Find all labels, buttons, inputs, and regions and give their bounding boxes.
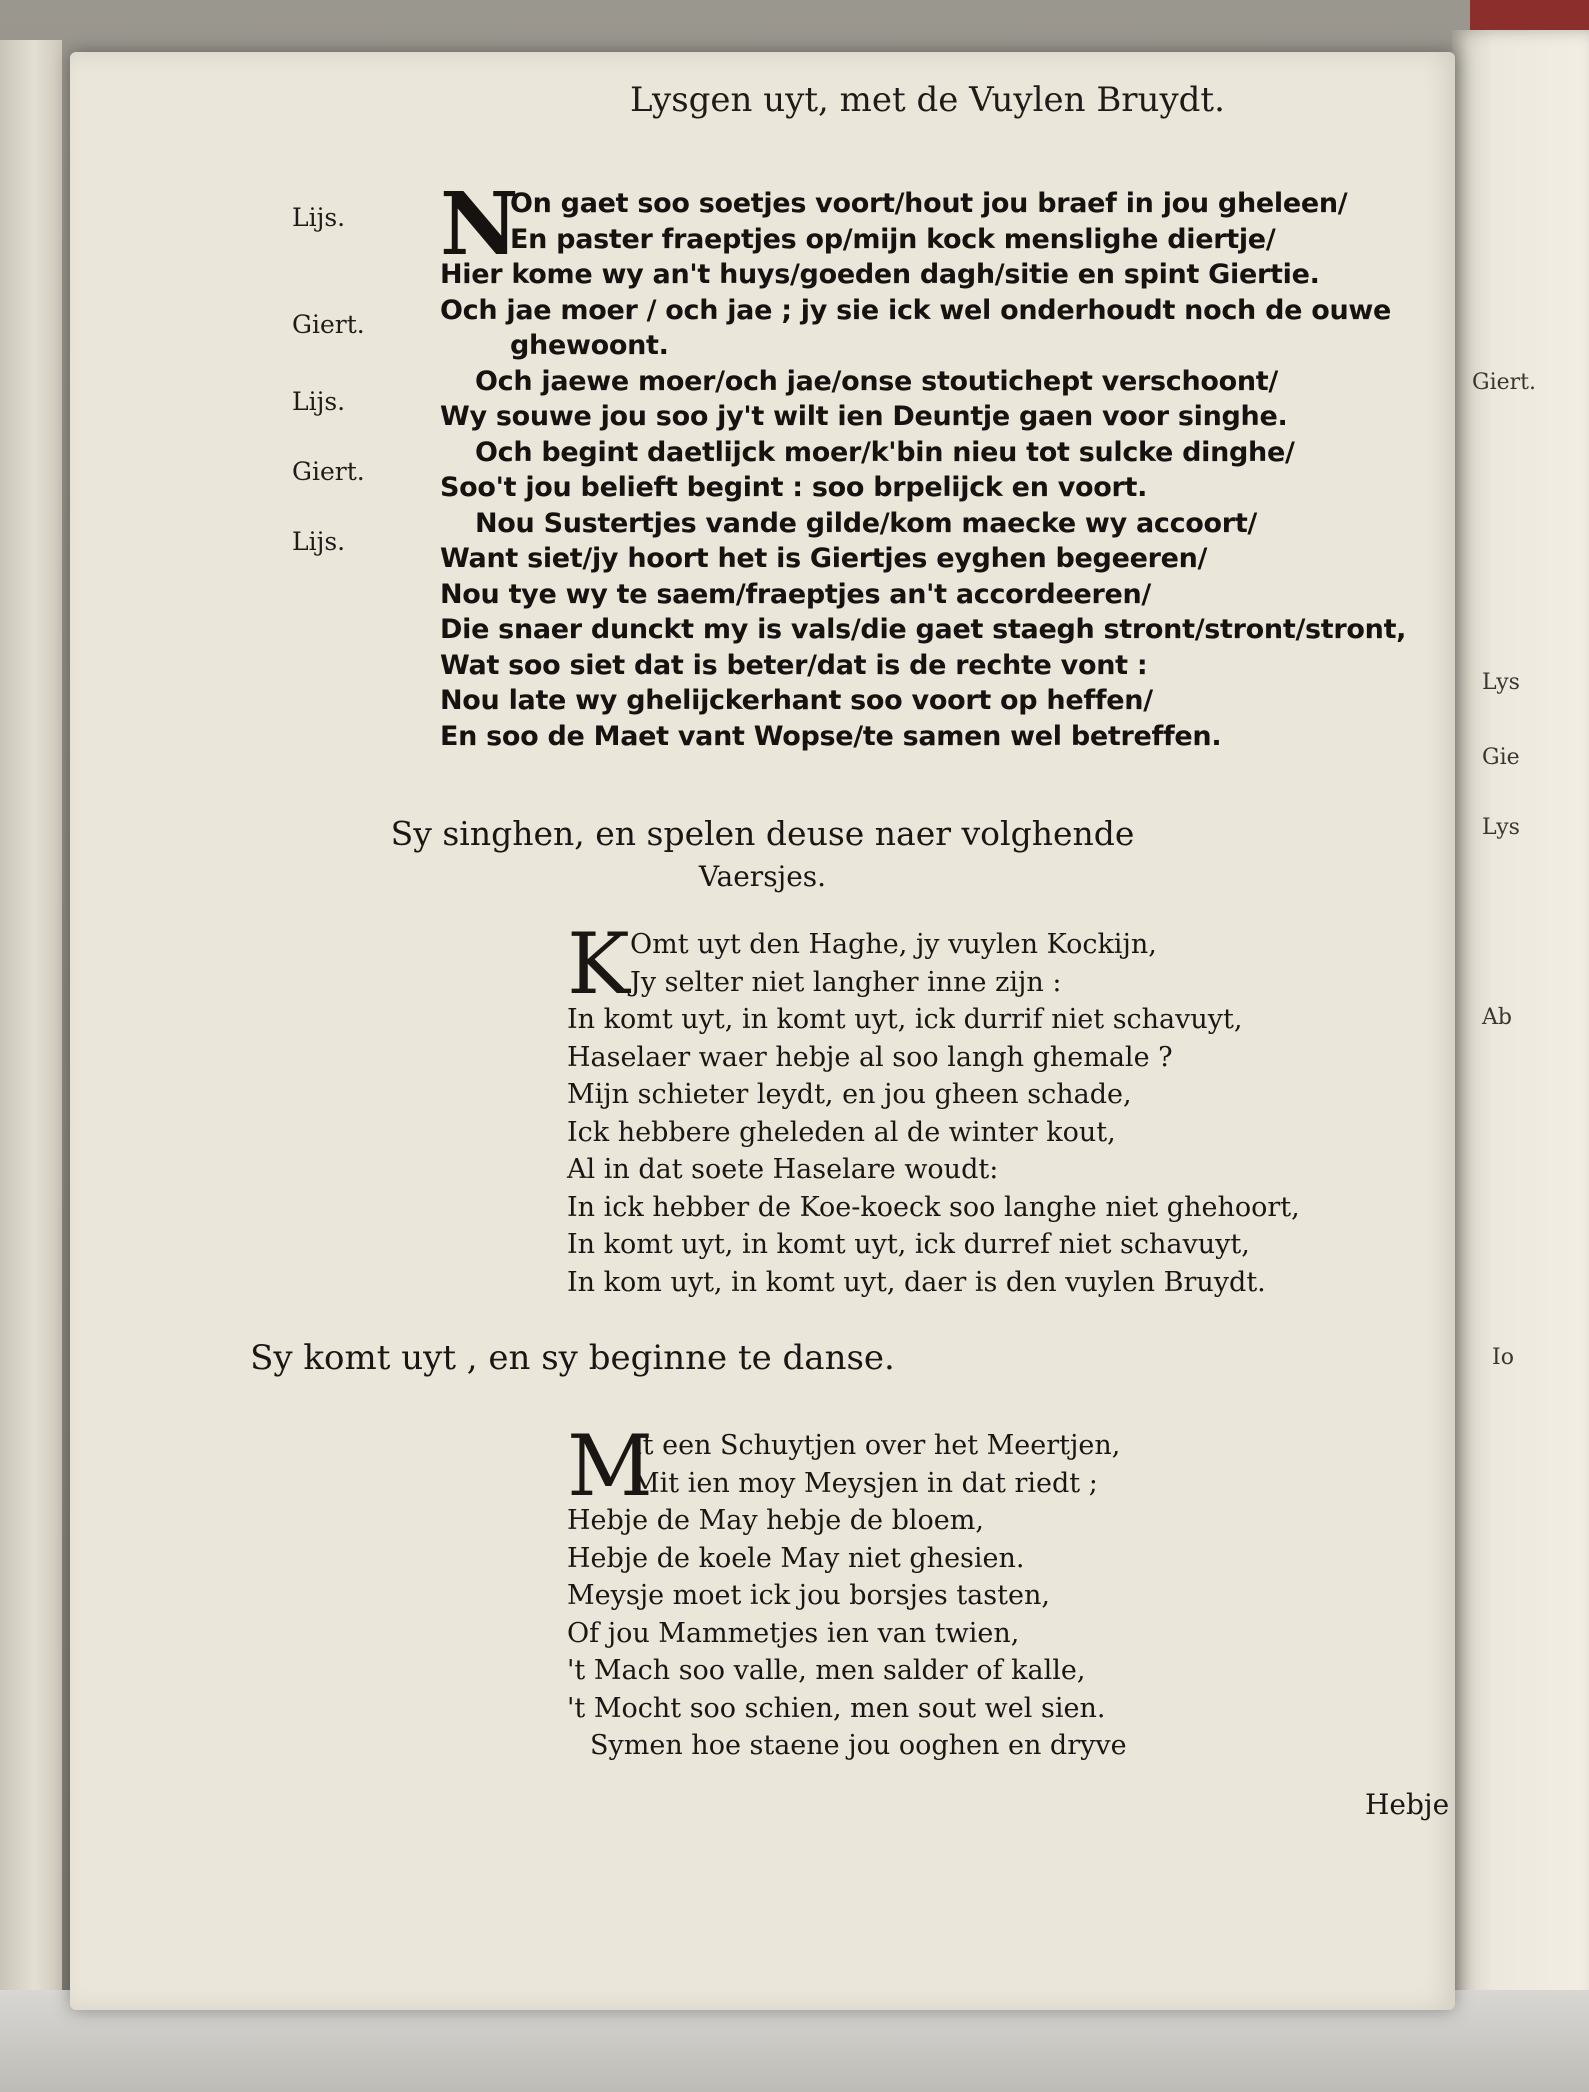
- dialogue-line: Och jae moer / och jae ; jy sie ick wel onderhoudt noch de ouwe: [440, 294, 1392, 326]
- song1-line: Al in dat soete Haselare woudt:: [567, 1154, 999, 1185]
- dialogue-line: Soo't jou belieft begint : soo brpelijck en voort.: [440, 472, 1148, 503]
- dialogue-line: Och jaewe moer/och jae/onse stoutichept verschoont/: [475, 365, 1278, 397]
- dialogue-line: ghewoont.: [510, 330, 669, 361]
- section-heading-2: Sy komt uyt , en sy beginne te danse.: [250, 1338, 895, 1378]
- dialogue-dropcap: N: [440, 174, 519, 275]
- facing-page: [1452, 30, 1589, 2070]
- song2-dropcap: M: [567, 1417, 654, 1515]
- song1-line: Haselaer waer hebje al soo langh ghemale ?: [567, 1041, 1173, 1073]
- song1-line: In kom uyt, in komt uyt, daer is den vuylen Bruydt.: [567, 1266, 1266, 1298]
- facing-fragment: Ab: [1482, 1005, 1512, 1030]
- song2-line: Symen hoe staene jou ooghen en dryve: [590, 1730, 1127, 1761]
- song2-line: It een Schuytjen over het Meertjen,: [632, 1430, 1121, 1461]
- dialogue-line: Want siet/jy hoort het is Giertjes eyghen begeeren/: [440, 543, 1208, 574]
- dialogue-line: Die snaer dunckt my is vals/die gaet staegh stront/stront/stront,: [440, 614, 1407, 645]
- section-heading-1-cont: Vaersjes.: [698, 860, 827, 893]
- dialogue-line: Och begint daetlijck moer/k'bin nieu tot sulcke dinghe/: [475, 436, 1295, 468]
- speaker-label: Giert.: [292, 310, 365, 339]
- dialogue-line: Nou late wy ghelijckerhant soo voort op heffen/: [440, 685, 1153, 716]
- speaker-label: Lijs.: [292, 527, 346, 556]
- song1-line: In ick hebber de Koe-koeck soo langhe niet ghehoort,: [567, 1191, 1300, 1223]
- song1-line: Mijn schieter leydt, en jou gheen schade,: [567, 1079, 1132, 1110]
- facing-fragment: Io: [1492, 1345, 1514, 1370]
- song1-dropcap: K: [567, 915, 630, 1013]
- song1-line: Omt uyt den Haghe, jy vuylen Kockijn,: [630, 929, 1157, 960]
- dialogue-line: En soo de Maet vant Wopse/te samen wel betreffen.: [440, 720, 1222, 752]
- song2-line: 't Mach soo valle, men salder of kalle,: [567, 1655, 1086, 1686]
- speaker-label: Lijs.: [292, 203, 346, 232]
- speaker-label: Giert.: [292, 457, 365, 486]
- dialogue-line: Hier kome wy an't huys/goeden dagh/sitie en spint Giertie.: [440, 259, 1320, 290]
- song1-line: Jy selter niet langher inne zijn :: [630, 966, 1062, 998]
- song1-line: In komt uyt, in komt uyt, ick durrif niet schavuyt,: [567, 1004, 1243, 1035]
- book-page: [70, 52, 1455, 2010]
- song2-line: Of jou Mammetjes ien van twien,: [567, 1617, 1020, 1649]
- dialogue-line: En paster fraeptjes op/mijn kock menslighe diertje/: [510, 223, 1276, 255]
- dialogue-line: Wy souwe jou soo jy't wilt ien Deuntje gaen voor singhe.: [440, 401, 1288, 432]
- song1-line: Ick hebbere gheleden al de winter kout,: [567, 1116, 1116, 1148]
- song2-line: Meysje moet ick jou borsjes tasten,: [567, 1580, 1050, 1611]
- dialogue-line: Nou Sustertjes vande gilde/kom maecke wy accoort/: [475, 507, 1257, 539]
- song2-line: Hebje de May hebje de bloem,: [567, 1505, 984, 1536]
- speaker-label: Lijs.: [292, 387, 346, 416]
- facing-fragment: Lys: [1482, 815, 1520, 840]
- dialogue-line: Nou tye wy te saem/fraeptjes an't accordeeren/: [440, 578, 1151, 610]
- book-binding: [0, 40, 62, 2092]
- facing-fragment: Gie: [1482, 745, 1520, 770]
- song2-line: Mit ien moy Meysjen in dat riedt ;: [632, 1467, 1098, 1499]
- song1-line: In komt uyt, in komt uyt, ick durref niet schavuyt,: [567, 1229, 1250, 1260]
- dialogue-line: Wat soo siet dat is beter/dat is de rechte vont :: [440, 649, 1148, 681]
- song2-line: 't Mocht soo schien, men sout wel sien.: [567, 1692, 1106, 1724]
- facing-fragment: Lys: [1482, 670, 1520, 695]
- dialogue-line: On gaet soo soetjes voort/hout jou braef in jou gheleen/: [510, 188, 1348, 219]
- running-head: Lysgen uyt, met de Vuylen Bruydt.: [630, 80, 1225, 120]
- facing-fragment: Giert.: [1472, 370, 1536, 395]
- section-heading-1: Sy singhen, en spelen deuse naer volghende: [390, 814, 1135, 853]
- song2-line: Hebje de koele May niet ghesien.: [567, 1542, 1025, 1574]
- catchword: Hebje: [1365, 1788, 1450, 1821]
